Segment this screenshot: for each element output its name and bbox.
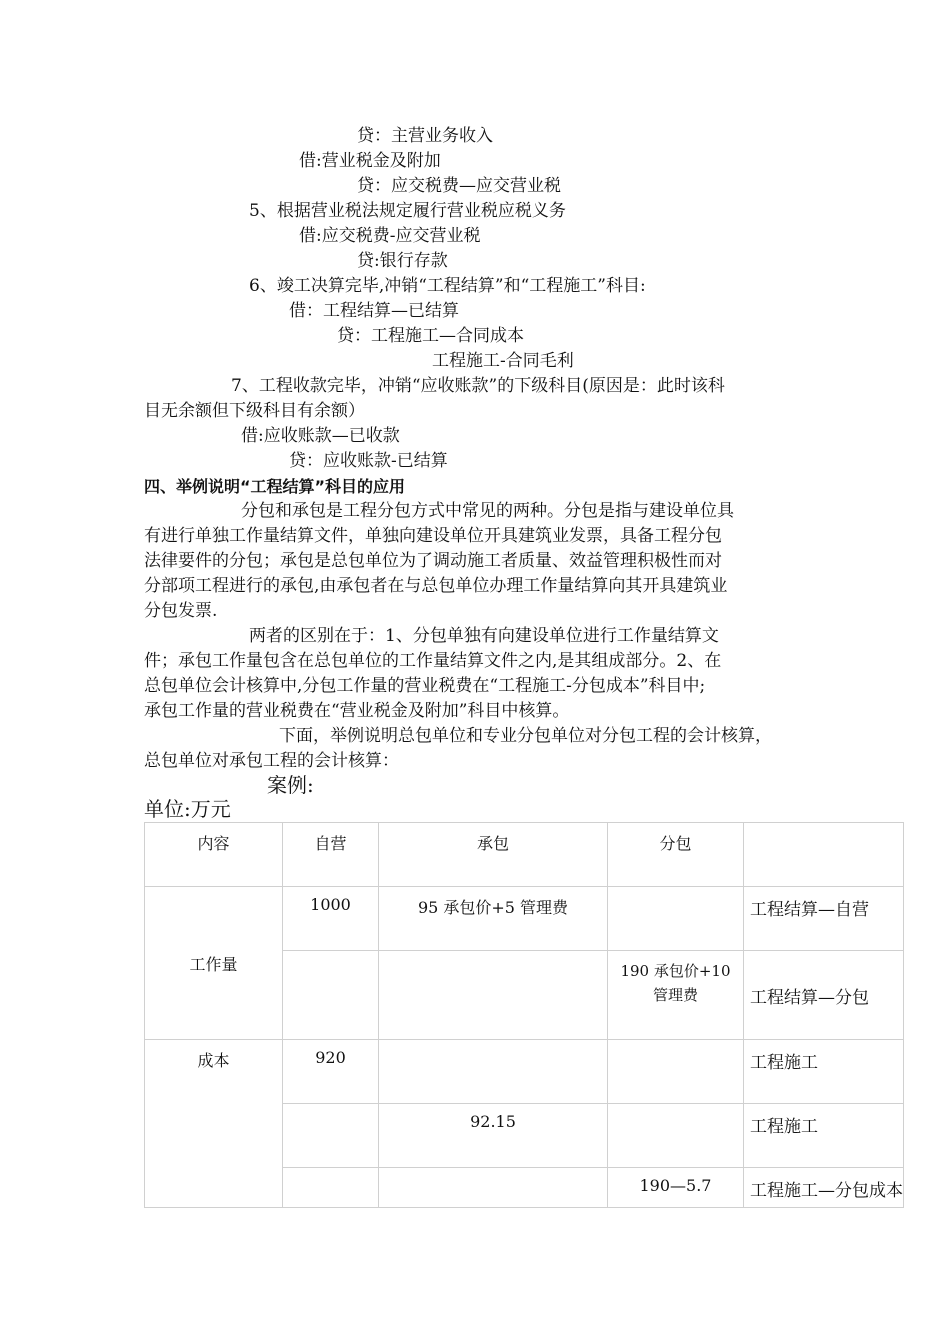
entry-line: 贷：应收账款-已结算 — [289, 451, 448, 471]
table-header-cell — [744, 823, 904, 887]
table-cell — [379, 1040, 608, 1104]
paragraph-line: 分部项工程进行的承包,由承包者在与总包单位办理工作量结算向其开具建筑业 — [144, 576, 728, 596]
entry-line: 贷：主营业务收入 — [357, 126, 493, 146]
table-cell — [283, 1104, 379, 1168]
table-cell: 920 — [283, 1040, 379, 1104]
table-cell — [379, 951, 608, 1040]
entry-line: 借：工程结算—已结算 — [289, 301, 459, 321]
table-cell: 92.15 — [379, 1104, 608, 1168]
paragraph-line: 承包工作量的营业税费在“营业税金及附加”科目中核算。 — [144, 701, 570, 721]
table-cell: 95 承包价+5 管理费 — [379, 887, 608, 951]
table-cell — [283, 951, 379, 1040]
account-cell: 工程施工 — [744, 1040, 904, 1104]
paragraph-line: 下面，举例说明总包单位和专业分包单位对分包工程的会计核算， — [279, 726, 772, 746]
table-row — [145, 887, 904, 951]
entry-line: 借:营业税金及附加 — [299, 151, 441, 171]
entry-line: 7、工程收款完毕，冲销“应收账款”的下级科目(原因是：此时该科 — [231, 376, 725, 396]
example-table — [144, 822, 904, 1208]
table-cell: 190 承包价+10 管理费 — [608, 951, 744, 1040]
entry-line: 贷:银行存款 — [357, 251, 448, 271]
paragraph-line: 总包单位对承包工程的会计核算： — [144, 751, 399, 771]
account-cell: 工程结算—分包 — [744, 951, 904, 1040]
group-label-cell: 工作量 — [145, 887, 283, 1040]
table-header-row — [145, 823, 904, 887]
entry-line: 目无余额但下级科目有余额） — [144, 401, 365, 421]
entry-line: 5、根据营业税法规定履行营业税应税义务 — [249, 201, 566, 221]
group-label-cell: 成本 — [145, 1040, 283, 1208]
entry-line: 工程施工-合同毛利 — [432, 351, 574, 371]
paragraph-line: 法律要件的分包；承包是总包单位为了调动施工者质量、效益管理积极性而对 — [144, 551, 722, 571]
table-cell — [283, 1168, 379, 1208]
paragraph-line: 分包和承包是工程分包方式中常见的两种。分包是指与建设单位具 — [241, 501, 734, 521]
table-cell — [608, 887, 744, 951]
section-heading: 四、举例说明“工程结算”科目的应用 — [144, 477, 406, 496]
entry-line: 借:应收账款—已收款 — [241, 426, 400, 446]
entry-line: 贷：应交税费—应交营业税 — [357, 176, 561, 196]
entry-line: 借:应交税费-应交营业税 — [299, 226, 481, 246]
table-cell — [379, 1168, 608, 1208]
case-label: 案例: — [267, 773, 314, 797]
paragraph-line: 件；承包工作量包含在总包单位的工作量结算文件之内,是其组成部分。2、在 — [144, 651, 722, 671]
account-cell: 工程施工 — [744, 1104, 904, 1168]
table-row — [145, 1040, 904, 1104]
entry-line: 6、竣工决算完毕,冲销“工程结算”和“工程施工”科目: — [249, 276, 646, 296]
table-header-cell: 内容 — [145, 823, 283, 887]
table-cell: 1000 — [283, 887, 379, 951]
account-cell: 工程结算—自营 — [744, 887, 904, 951]
unit-label: 单位:万元 — [144, 797, 231, 821]
table-cell — [608, 1040, 744, 1104]
paragraph-line: 有进行单独工作量结算文件，单独向建设单位开具建筑业发票，具备工程分包 — [144, 526, 722, 546]
paragraph-line: 分包发票. — [144, 601, 218, 621]
table-cell: 190—5.7 — [608, 1168, 744, 1208]
account-cell: 工程施工—分包成本 — [744, 1168, 904, 1208]
table-header-cell: 承包 — [379, 823, 608, 887]
paragraph-line: 总包单位会计核算中,分包工作量的营业税费在“工程施工-分包成本”科目中; — [144, 676, 706, 696]
table-header-cell: 分包 — [608, 823, 744, 887]
entry-line: 贷：工程施工—合同成本 — [337, 326, 524, 346]
table-header-cell: 自营 — [283, 823, 379, 887]
paragraph-line: 两者的区别在于：1、分包单独有向建设单位进行工作量结算文 — [249, 626, 719, 646]
table-cell — [608, 1104, 744, 1168]
